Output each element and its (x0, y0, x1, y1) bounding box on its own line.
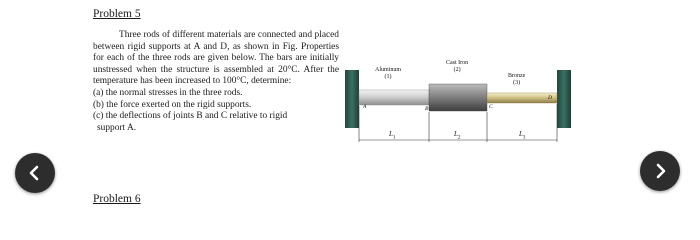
point-a-label: A (363, 104, 367, 110)
chevron-right-icon (651, 162, 669, 180)
rod2-material: Cast Iron (446, 60, 469, 66)
cast-iron-rod (429, 84, 487, 111)
length-l2: $L_2$ (454, 130, 461, 141)
question-b: (b) the force exerted on the rigid supports. (93, 99, 252, 110)
right-rigid-support (557, 70, 571, 128)
problem-5-text (93, 30, 339, 134)
previous-button[interactable] (15, 153, 55, 193)
rod3-label (508, 73, 525, 87)
question-c-continuation: support A. (97, 122, 137, 133)
point-c-label: C (489, 104, 493, 110)
point-d-label: D (548, 95, 553, 101)
left-rigid-support (345, 70, 359, 128)
point-b-label: B (425, 106, 429, 112)
length-l3: $L_3$ (519, 130, 526, 141)
problem-6-heading: Problem 6 (93, 193, 141, 205)
rod1-number: (1) (384, 74, 392, 80)
next-button[interactable] (640, 151, 680, 191)
rod3-material: Bronze (508, 73, 526, 79)
aluminum-rod (359, 90, 429, 105)
rod1-label (375, 67, 401, 81)
question-a: (a) the normal stresses in the three rods. (93, 87, 243, 98)
rod2-label (446, 60, 468, 74)
problem-intro: Three rods of different materials are connected and placed between rigid supports at A and D, as shown in Fig. Properties for each of the three rods are given below. The bars are initially unstressed when the structure is assembled at 20°C. After the temperature has been increased to 100°C, determine: (93, 30, 339, 87)
rod2-number: (2) (453, 67, 461, 73)
question-c: (c) the deflections of joints B and C relative to rigid (93, 111, 288, 122)
problem-5-heading: Problem 5 (93, 8, 141, 20)
rod1-material: Aluminum (375, 67, 402, 73)
rod-assembly-figure (345, 50, 577, 160)
bronze-rod (487, 93, 557, 103)
length-l1: $L_1$ (389, 130, 396, 141)
chevron-left-icon (26, 164, 44, 182)
rod3-number: (3) (513, 80, 521, 86)
